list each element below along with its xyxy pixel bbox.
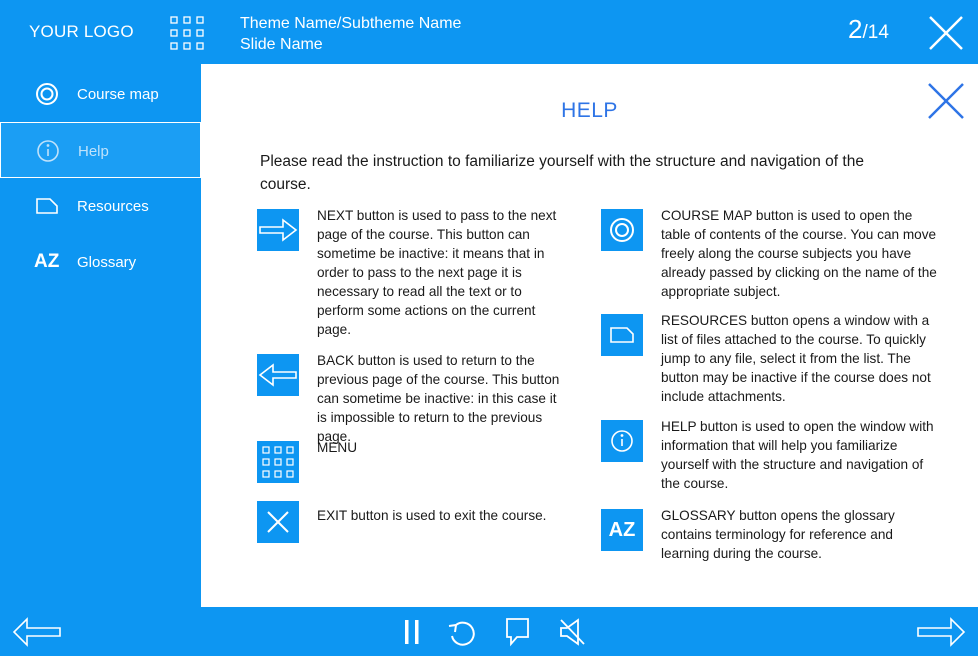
logo: YOUR LOGO xyxy=(29,22,134,41)
close-help-button[interactable] xyxy=(927,82,965,120)
help-entry-text: GLOSSARY button opens the glossary contains terminology for reference and learning during the course. xyxy=(661,508,895,561)
course-map-icon xyxy=(34,82,60,106)
total-pages: /14 xyxy=(862,22,889,43)
resources-icon xyxy=(601,314,643,356)
top-bar xyxy=(0,0,978,64)
info-icon xyxy=(35,139,61,163)
help-icon-box xyxy=(601,209,643,251)
sidebar xyxy=(0,64,201,607)
replay-icon xyxy=(446,617,480,647)
sidebar-item-label: Glossary xyxy=(77,254,137,271)
az-icon: AZ xyxy=(608,519,636,541)
sidebar-item-help[interactable] xyxy=(0,122,201,178)
help-entry-text: NEXT button is used to pass to the next page of the course. This button can sometime be inactive: it means that in order to pass to the next page it is necessary to read all the text or to perform some actions on the current page. xyxy=(317,208,557,337)
slide-titles xyxy=(240,13,461,55)
help-panel xyxy=(201,64,978,607)
help-entry-text: BACK button is used to return to the previous page of the course. This button can sometime be inactive: in this case it is impossible to return to the previous page. xyxy=(317,353,560,444)
help-icon-box xyxy=(257,441,299,483)
help-icon-box xyxy=(601,314,643,356)
back-arrow-icon xyxy=(12,615,62,649)
help-icon-box xyxy=(257,209,299,251)
back-button[interactable] xyxy=(12,615,62,654)
comment-button[interactable] xyxy=(504,616,532,653)
sidebar-item-label: Course map xyxy=(77,86,159,103)
az-icon: AZ xyxy=(34,251,60,272)
next-arrow-icon xyxy=(916,615,966,649)
replay-button[interactable] xyxy=(446,617,480,652)
mute-icon xyxy=(558,617,586,647)
page-title: HELP xyxy=(561,99,618,122)
mute-button[interactable] xyxy=(558,617,586,652)
sidebar-item-label: Help xyxy=(78,143,109,160)
pause-button[interactable] xyxy=(402,618,422,651)
sidebar-item-label: Resources xyxy=(77,198,149,215)
menu-grid-icon xyxy=(257,441,299,483)
close-icon xyxy=(257,501,299,543)
help-icon-box xyxy=(601,420,643,462)
next-button[interactable] xyxy=(916,615,966,654)
page-counter xyxy=(848,14,889,45)
resources-icon xyxy=(34,194,60,218)
sidebar-item-course-map[interactable] xyxy=(0,66,201,122)
close-icon xyxy=(927,82,965,120)
help-entry-text: MENU xyxy=(317,440,358,455)
help-entry-text: EXIT button is used to exit the course. xyxy=(317,508,547,523)
help-icon-box xyxy=(601,509,643,551)
help-intro: Please read the instruction to familiarize yourself with the structure and navigation of the course. xyxy=(260,153,864,193)
back-arrow-icon xyxy=(257,354,299,396)
next-arrow-icon xyxy=(257,209,299,251)
close-icon xyxy=(928,15,964,51)
slide-name: Slide Name xyxy=(240,36,323,53)
exit-button[interactable] xyxy=(928,15,964,51)
pause-icon xyxy=(402,618,422,646)
sidebar-item-glossary[interactable] xyxy=(0,234,201,290)
help-icon-box xyxy=(257,354,299,396)
menu-button[interactable] xyxy=(170,16,204,50)
help-entry-text: HELP button is used to open the window with information that will help you familiarize yourself with the structure and navigation of the course. xyxy=(661,419,934,491)
comment-icon xyxy=(504,616,532,648)
help-entry-text: COURSE MAP button is used to open the table of contents of the course. You can move freely along the course subjects you have already passed by clicking on the name of the appropriate subject. xyxy=(661,208,937,299)
current-page: 2 xyxy=(848,14,863,44)
help-icon-box xyxy=(257,501,299,543)
help-entry-text: RESOURCES button opens a window with a list of files attached to the course. To quickly jump to any file, select it from the list. The button may be inactive if the course does not include attachments. xyxy=(661,313,931,404)
course-map-icon xyxy=(601,209,643,251)
theme-name: Theme Name/Subtheme Name xyxy=(240,15,462,32)
info-icon xyxy=(601,420,643,462)
bottom-bar xyxy=(0,607,978,656)
sidebar-item-resources[interactable] xyxy=(0,178,201,234)
menu-grid-icon xyxy=(170,16,204,50)
